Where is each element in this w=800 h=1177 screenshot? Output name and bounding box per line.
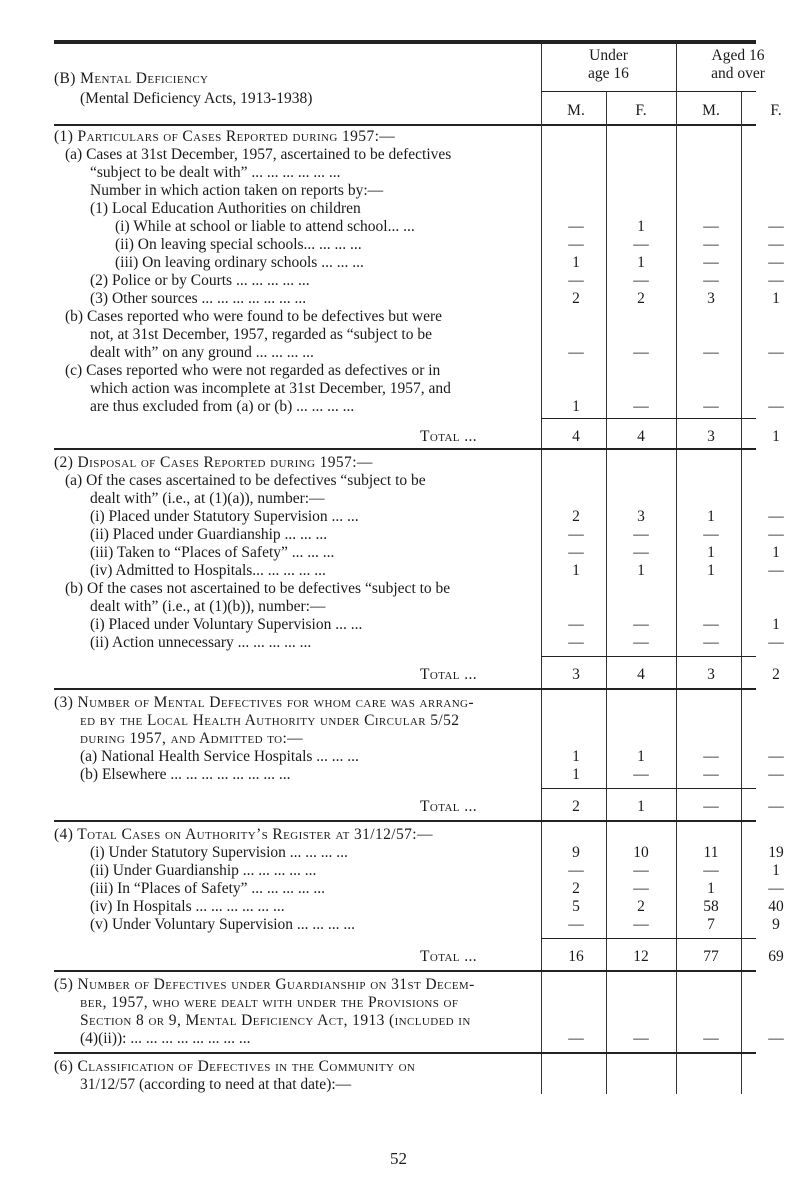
cell: 2 <box>572 290 580 307</box>
cell: 1 <box>637 218 645 235</box>
cell: — <box>768 344 784 361</box>
total-cell: 4 <box>637 666 645 683</box>
top-rule <box>54 40 756 44</box>
cell: — <box>633 1030 649 1047</box>
section-rule <box>54 448 756 450</box>
cell: — <box>703 254 719 271</box>
s1-line: (3) Other sources ... ... ... ... ... ... ... <box>90 290 307 307</box>
cell: — <box>568 218 584 235</box>
s4-line: (ii) Under Guardianship ... ... ... ... ... <box>90 862 317 879</box>
s2-line: (i) Placed under Statutory Supervision ... ... <box>90 508 359 525</box>
cell: 2 <box>572 880 580 897</box>
section-2-heading: (2) Disposal of Cases Reported during 1957:— <box>54 454 373 471</box>
section-5-heading: (4)(ii)): ... ... ... ... ... ... ... ... <box>80 1030 251 1047</box>
cell: — <box>768 766 784 783</box>
cell: — <box>703 766 719 783</box>
total-cell: 3 <box>707 428 715 445</box>
cell: — <box>633 526 649 543</box>
cell: — <box>703 634 719 651</box>
cell: — <box>633 766 649 783</box>
section-5-heading: Section 8 or 9, Mental Deficiency Act, 1913 (included in <box>80 1012 471 1029</box>
s4-line: (i) Under Statutory Supervision ... ... ... ... <box>90 844 348 861</box>
section-rule <box>541 656 756 657</box>
s1-line: are thus excluded from (a) or (b) ... ... ... ... <box>90 398 355 415</box>
section-rule <box>54 820 756 822</box>
total-cell: 3 <box>572 666 580 683</box>
cell: 2 <box>637 290 645 307</box>
cell: 5 <box>572 898 580 915</box>
col-group-under-16 <box>541 47 676 83</box>
s2-line: (ii) Placed under Guardianship ... ... ... <box>90 526 328 543</box>
cell: 58 <box>703 898 719 915</box>
section-rule <box>541 418 756 419</box>
cell: — <box>568 616 584 633</box>
cell: — <box>768 254 784 271</box>
cell: — <box>703 748 719 765</box>
cell: — <box>568 862 584 879</box>
section-6-heading: (6) Classification of Defectives in the Community on <box>54 1058 416 1075</box>
cell: 19 <box>768 844 784 861</box>
s3-total-label: Total ... <box>420 798 478 815</box>
s2-line: (b) Of the cases not ascertained to be defectives “subject to be <box>65 580 451 597</box>
cell: 2 <box>637 898 645 915</box>
cell: — <box>768 880 784 897</box>
cell: — <box>768 398 784 415</box>
s4-line: (v) Under Voluntary Supervision ... ... ... ... <box>90 916 356 933</box>
cell: — <box>768 748 784 765</box>
s2-line: dealt with” (i.e., at (1)(b)), number:— <box>90 598 326 615</box>
cell: 1 <box>707 880 715 897</box>
cell: — <box>703 398 719 415</box>
cell: 1 <box>637 254 645 271</box>
s1-line: (2) Police or by Courts ... ... ... ... ... <box>90 272 310 289</box>
section-5-heading: ber, 1957, who were dealt with under the Provisions of <box>80 994 459 1011</box>
cell: 2 <box>572 508 580 525</box>
cell: — <box>568 544 584 561</box>
s2-line: (ii) Action unnecessary ... ... ... ... ... <box>90 634 312 651</box>
under-line2: age 16 <box>588 65 629 82</box>
cell: — <box>633 398 649 415</box>
total-cell: 12 <box>633 948 649 965</box>
cell: 9 <box>572 844 580 861</box>
s3-line: (b) Elsewhere ... ... ... ... ... ... ... ... <box>80 766 291 783</box>
s2-line: (iv) Admitted to Hospitals... ... ... ... ... <box>90 562 326 579</box>
cell: — <box>633 344 649 361</box>
total-cell: 77 <box>703 948 719 965</box>
cell: — <box>633 916 649 933</box>
total-cell: 4 <box>637 428 645 445</box>
s2-line: (a) Of the cases ascertained to be defectives “subject to be <box>65 472 426 489</box>
cell: — <box>703 862 719 879</box>
section-rule <box>54 1052 756 1054</box>
cell: — <box>568 634 584 651</box>
cell: 3 <box>707 290 715 307</box>
s1-line: not, at 31st December, 1957, regarded as “subject to be <box>90 326 432 343</box>
section-6-heading: 31/12/57 (according to need at that date):— <box>80 1076 352 1093</box>
s4-total-label: Total ... <box>420 948 478 965</box>
header-group-rule <box>541 91 756 92</box>
cell: — <box>703 272 719 289</box>
total-cell: — <box>703 798 719 815</box>
aged-line2: and over <box>711 65 765 82</box>
total-cell: 2 <box>772 666 780 683</box>
section-1-heading: (1) Particulars of Cases Reported during 1957:— <box>54 128 396 145</box>
total-cell: 3 <box>707 666 715 683</box>
cell: — <box>703 236 719 253</box>
section-rule <box>541 788 756 789</box>
header-bottom-rule <box>54 124 756 126</box>
cell: — <box>768 236 784 253</box>
cell: — <box>568 272 584 289</box>
page-subtitle: (Mental Deficiency Acts, 1913-1938) <box>80 90 313 107</box>
total-cell: 69 <box>768 948 784 965</box>
cell: 1 <box>572 766 580 783</box>
cell: 1 <box>572 398 580 415</box>
s4-line: (iv) In Hospitals ... ... ... ... ... ... <box>90 898 285 915</box>
cell: — <box>633 880 649 897</box>
cell: — <box>703 344 719 361</box>
s1-total-label: Total ... <box>420 428 478 445</box>
cell: — <box>568 526 584 543</box>
cell: 9 <box>772 916 780 933</box>
s1-line: (c) Cases reported who were not regarded as defectives or in <box>65 362 441 379</box>
s1-line: (iii) On leaving ordinary schools ... ... ... <box>115 254 364 271</box>
header-f-under: F. <box>635 102 647 119</box>
cell: 1 <box>572 748 580 765</box>
cell: — <box>568 916 584 933</box>
s4-line: (iii) In “Places of Safety” ... ... ... ... ... <box>90 880 326 897</box>
cell: — <box>768 634 784 651</box>
cell: 1 <box>772 544 780 561</box>
cell: 10 <box>633 844 649 861</box>
section-3-heading: ed by the Local Health Authority under Circular 5/52 <box>80 712 460 729</box>
cell: 1 <box>772 290 780 307</box>
s1-line: (a) Cases at 31st December, 1957, ascertained to be defectives <box>65 146 452 163</box>
s1-line: “subject to be dealt with” ... ... ... ... ... ... <box>90 164 341 181</box>
cell: 1 <box>707 562 715 579</box>
col-group-aged-16 <box>676 47 800 83</box>
s2-line: (i) Placed under Voluntary Supervision ... ... <box>90 616 363 633</box>
cell: 1 <box>572 562 580 579</box>
cell: 1 <box>707 508 715 525</box>
s2-line: dealt with” (i.e., at (1)(a)), number:— <box>90 490 325 507</box>
aged-line1: Aged 16 <box>711 47 765 64</box>
cell: 40 <box>768 898 784 915</box>
cell: — <box>568 236 584 253</box>
s2-total-label: Total ... <box>420 666 478 683</box>
cell: — <box>633 272 649 289</box>
cell: 1 <box>772 862 780 879</box>
page-number: 52 <box>390 1149 407 1168</box>
cell: 1 <box>772 616 780 633</box>
cell: — <box>768 1030 784 1047</box>
s1-line: which action was incomplete at 31st December, 1957, and <box>90 380 451 397</box>
total-cell: 2 <box>572 798 580 815</box>
cell: — <box>768 562 784 579</box>
header-m-under: M. <box>567 102 585 119</box>
header-m-aged: M. <box>702 102 720 119</box>
cell: — <box>633 634 649 651</box>
s1-line: dealt with” on any ground ... ... ... ... <box>90 344 314 361</box>
cell: — <box>768 218 784 235</box>
cell: — <box>568 344 584 361</box>
section-rule <box>541 938 756 939</box>
section-3-heading: during 1957, and Admitted to:— <box>80 730 304 747</box>
cell: — <box>633 616 649 633</box>
total-cell: 4 <box>572 428 580 445</box>
total-cell: 1 <box>772 428 780 445</box>
s1-line: (b) Cases reported who were found to be defectives but were <box>65 308 443 325</box>
section-rule <box>54 970 756 972</box>
cell: 7 <box>707 916 715 933</box>
under-line1: Under <box>589 47 628 64</box>
cell: — <box>768 272 784 289</box>
section-5-heading: (5) Number of Defectives under Guardianship on 31st Decem- <box>54 976 475 993</box>
header-f-aged: F. <box>770 102 782 119</box>
s2-line: (iii) Taken to “Places of Safety” ... ... ... <box>90 544 335 561</box>
cell: 1 <box>707 544 715 561</box>
s1-line: (1) Local Education Authorities on children <box>90 200 361 217</box>
cell: — <box>768 508 784 525</box>
section-rule <box>54 688 756 690</box>
cell: — <box>703 526 719 543</box>
cell: — <box>633 236 649 253</box>
total-cell: 16 <box>568 948 584 965</box>
cell: 11 <box>703 844 719 861</box>
cell: 1 <box>637 748 645 765</box>
cell: — <box>703 218 719 235</box>
cell: — <box>768 526 784 543</box>
cell: — <box>703 1030 719 1047</box>
total-cell: — <box>768 798 784 815</box>
cell: — <box>568 1030 584 1047</box>
cell: — <box>633 544 649 561</box>
section-3-heading: (3) Number of Mental Defectives for whom care was arrang- <box>54 694 474 711</box>
cell: 1 <box>637 562 645 579</box>
cell: — <box>633 862 649 879</box>
section-4-heading: (4) Total Cases on Authority’s Register at 31/12/57:— <box>54 826 433 843</box>
cell: 3 <box>637 508 645 525</box>
page-title: (B) Mental Deficiency <box>54 70 209 87</box>
cell: — <box>703 616 719 633</box>
s1-line: (ii) On leaving special schools... ... ... ... <box>115 236 362 253</box>
s3-line: (a) National Health Service Hospitals ... ... ... <box>80 748 359 765</box>
total-cell: 1 <box>637 798 645 815</box>
cell: 1 <box>572 254 580 271</box>
s1-line: Number in which action taken on reports by:— <box>90 182 384 199</box>
s1-line: (i) While at school or liable to attend school... ... <box>115 218 415 235</box>
